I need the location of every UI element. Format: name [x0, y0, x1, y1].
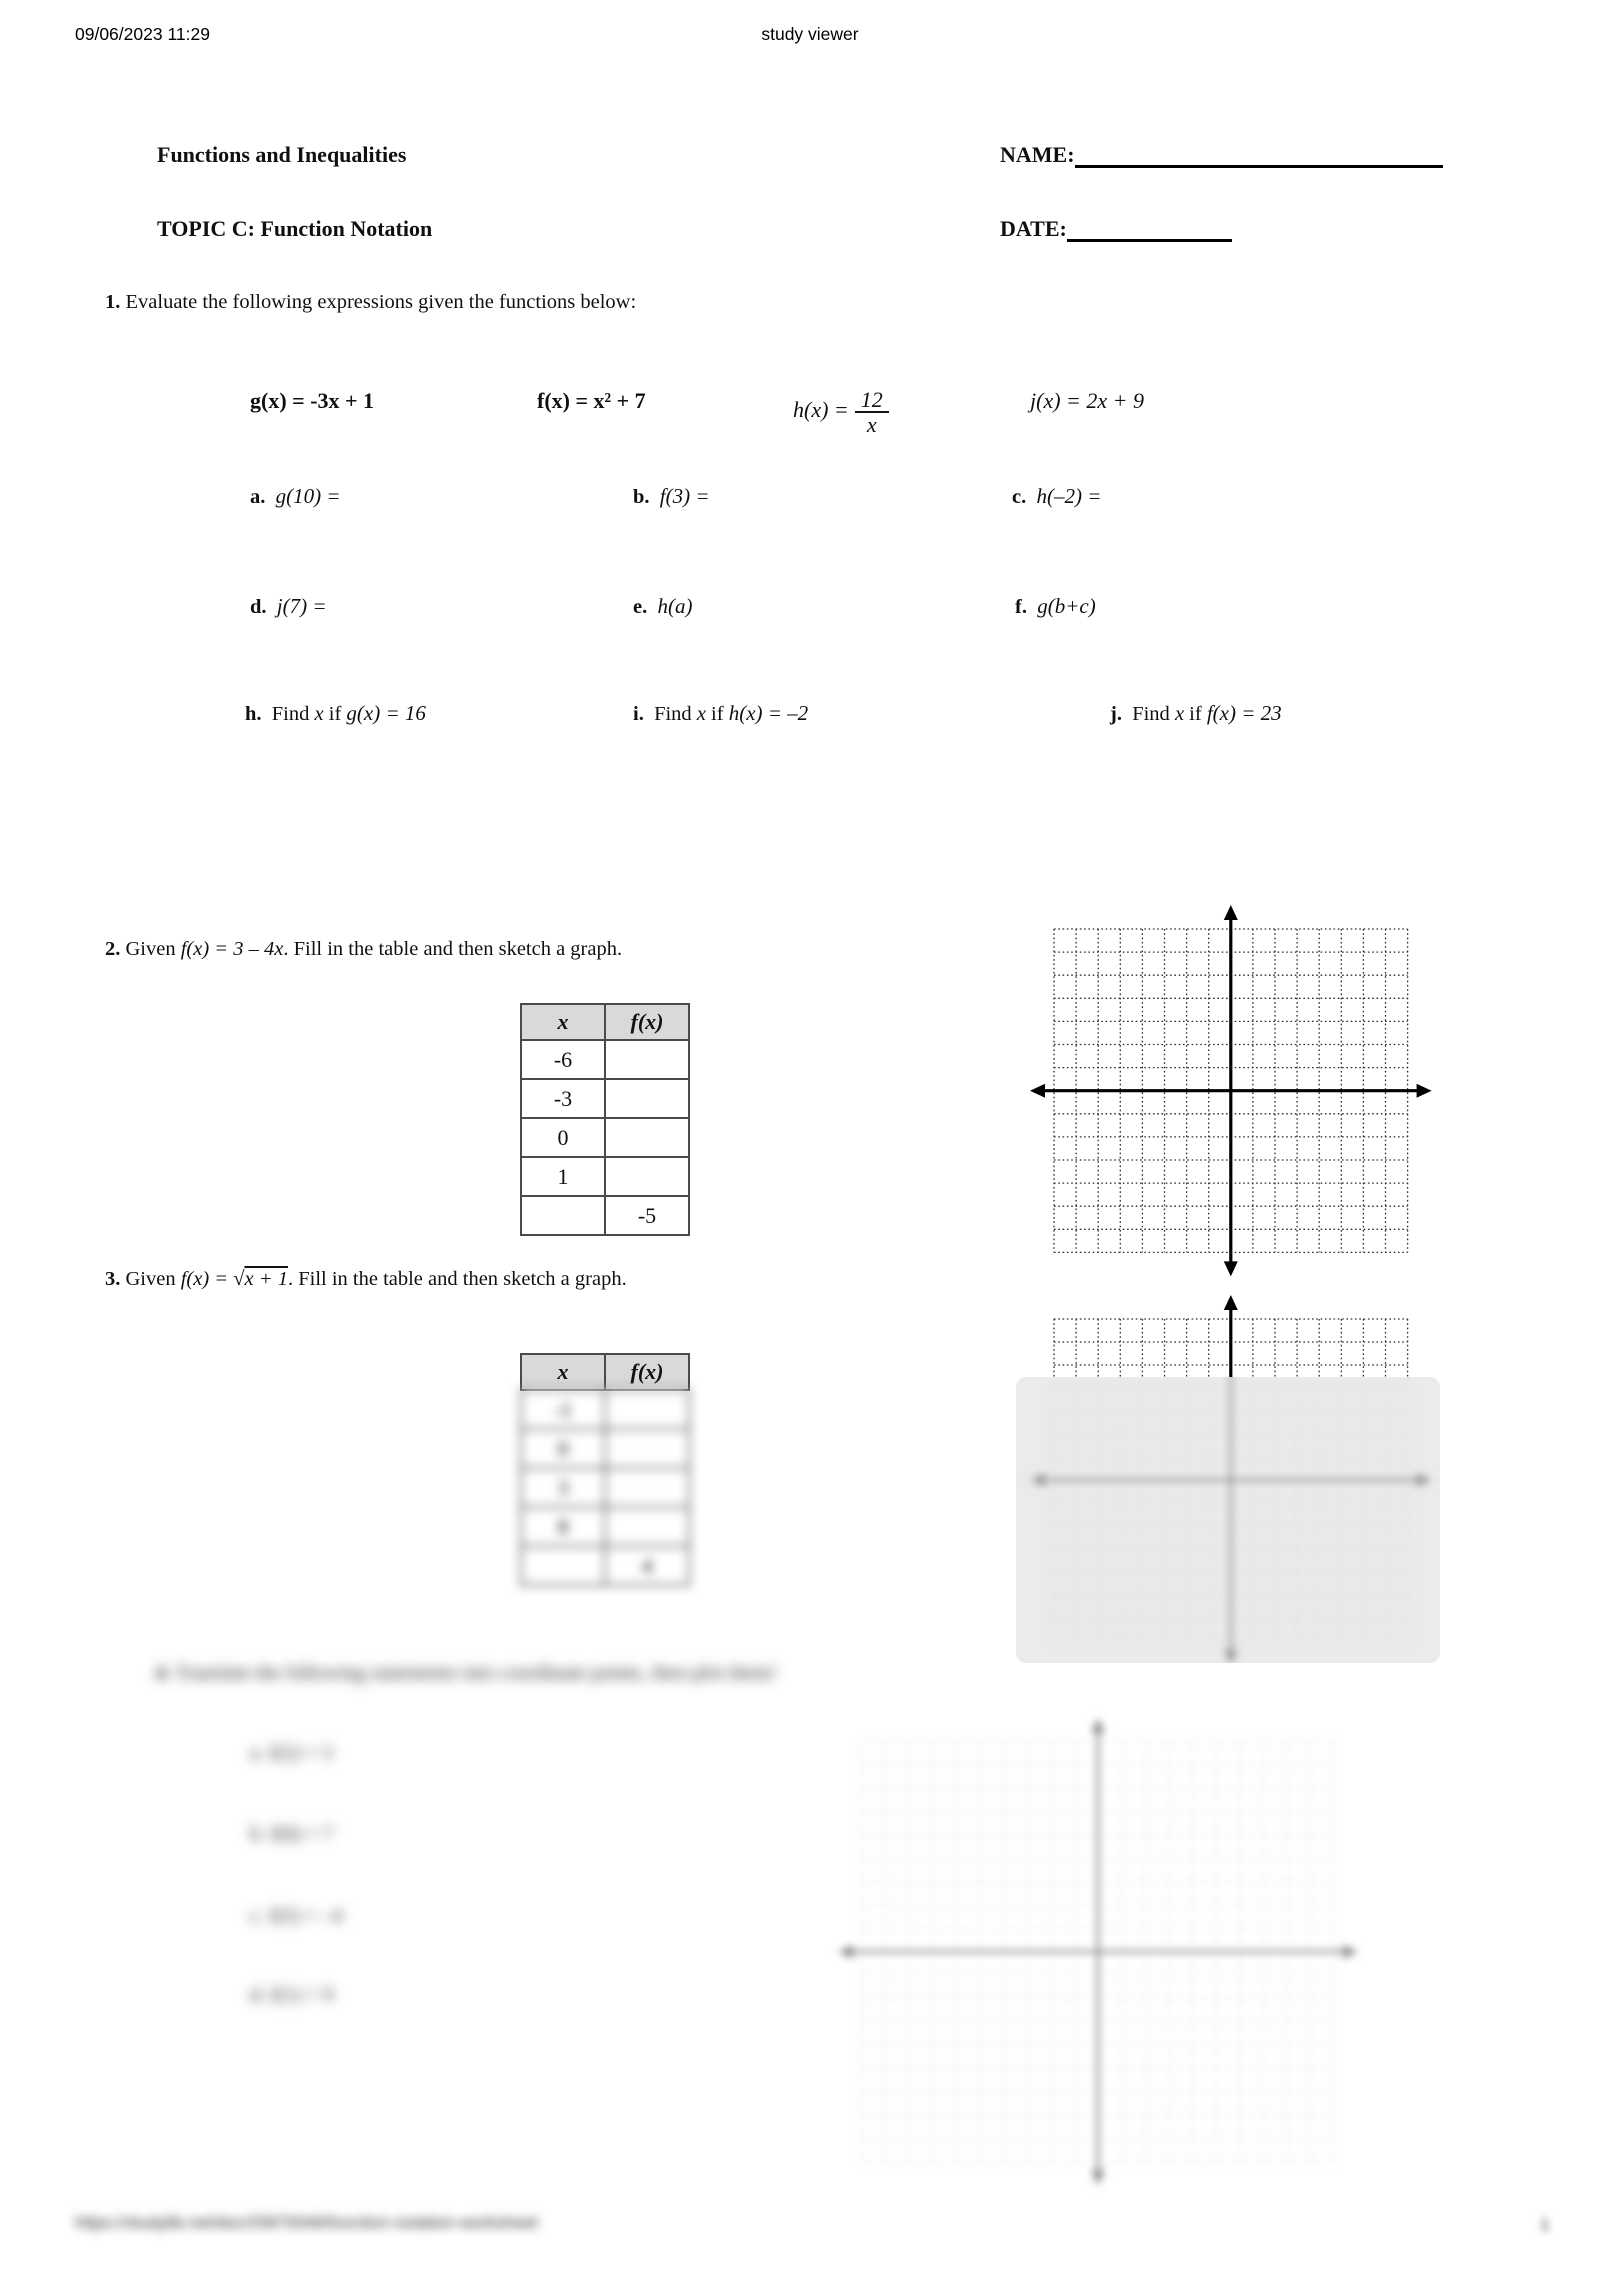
table-cell	[605, 1157, 689, 1196]
table-row	[521, 1468, 689, 1507]
q4-item-b-blurred: b. f(0) = 7	[250, 1823, 334, 1845]
q3-number: 3.	[105, 1268, 121, 1290]
table-cell: 4	[605, 1546, 689, 1585]
q4-item-a-blurred: a. f(2) = 3	[250, 1742, 333, 1764]
part-var: x	[1174, 703, 1185, 725]
q4-coordinate-grid-blurred	[836, 1716, 1360, 2192]
q4-item-c-blurred: c. f(5) = –4	[250, 1905, 343, 1927]
q3-values-table-header	[520, 1353, 690, 1391]
part-expression: h(x) = –2	[728, 701, 809, 725]
part-expression: f(3) =	[659, 484, 710, 508]
date-blank-line	[1067, 219, 1232, 242]
footer-url-blurred: https://studylib.net/doc/25879346/function-notation-worksheet	[75, 2213, 539, 2232]
part-label: d.	[250, 596, 267, 618]
q1-number: 1.	[105, 291, 121, 313]
radicand: x + 1	[244, 1268, 288, 1290]
part-label: a.	[250, 486, 266, 508]
part-var: x	[314, 703, 324, 725]
table-row	[521, 1040, 689, 1079]
table-row	[521, 1118, 689, 1157]
part-mid: if	[705, 703, 729, 725]
fraction-numerator: 12	[860, 387, 883, 412]
table-cell: -3	[521, 1079, 605, 1118]
part-pre: Find	[1132, 703, 1175, 725]
table-cell: 3	[521, 1468, 605, 1507]
table-cell	[605, 1507, 689, 1546]
part-mid: if	[1184, 703, 1207, 725]
q1-part-d	[250, 594, 327, 619]
table-cell: -1	[521, 1390, 605, 1429]
date-label	[1000, 216, 1232, 242]
q1-part-c	[1012, 484, 1101, 509]
table-row	[521, 1546, 689, 1585]
table-cell	[605, 1429, 689, 1468]
worksheet-title: Functions and Inequalities	[157, 142, 407, 167]
date-label-text: DATE:	[1000, 216, 1067, 241]
q1-function-g: g(x) = -3x + 1	[250, 388, 375, 413]
table-cell: 1	[521, 1157, 605, 1196]
name-blank-line	[1075, 145, 1443, 168]
table-row	[521, 1429, 689, 1468]
part-var: x	[696, 703, 706, 725]
table-cell	[605, 1079, 689, 1118]
q4-number: 4.	[155, 1662, 171, 1684]
q1-function-h	[793, 388, 889, 436]
table-row	[521, 1390, 689, 1429]
part-label: f.	[1015, 596, 1027, 618]
q3-function-expr	[181, 1268, 288, 1290]
table-header-cell: x	[521, 1354, 605, 1390]
table-cell	[521, 1546, 605, 1585]
table-row	[521, 1079, 689, 1118]
q4-heading-blurred	[155, 1662, 777, 1685]
part-expression: h(a)	[657, 594, 693, 618]
part-expression: h(–2) =	[1036, 484, 1102, 508]
q3-expr-prefix: f(x) =	[180, 1268, 234, 1290]
q1-part-b	[633, 484, 710, 509]
q3-pre-text: Given	[125, 1268, 181, 1290]
part-label: i.	[633, 703, 644, 725]
table-cell	[605, 1468, 689, 1507]
q1-prompt: Evaluate the following expressions given the functions below:	[125, 291, 637, 313]
q3-values-table-body-blurred	[520, 1389, 690, 1586]
q3-post-text: . Fill in the table and then sketch a graph.	[287, 1268, 627, 1290]
q2-coordinate-grid	[1028, 903, 1434, 1283]
q1-part-i	[633, 701, 808, 726]
table-cell	[605, 1040, 689, 1079]
part-expression: g(10) =	[275, 484, 341, 508]
part-label: j.	[1110, 703, 1122, 725]
part-expression: j(7) =	[276, 594, 327, 618]
part-label: c.	[1012, 486, 1027, 508]
part-label: e.	[633, 596, 648, 618]
q2-post-text: . Fill in the table and then sketch a graph.	[283, 938, 623, 960]
part-expression: g(b+c)	[1037, 594, 1096, 618]
q2-heading	[105, 938, 622, 961]
q2-pre-text: Given	[125, 938, 181, 960]
q1-part-j	[1110, 701, 1282, 726]
name-label	[1000, 142, 1443, 168]
table-row	[521, 1157, 689, 1196]
fraction-denominator: x	[855, 411, 889, 436]
part-pre: Find	[654, 703, 697, 725]
table-cell: 0	[521, 1429, 605, 1468]
table-row	[521, 1196, 689, 1235]
table-cell	[521, 1196, 605, 1235]
q3-heading	[105, 1268, 627, 1291]
worksheet-topic: TOPIC C: Function Notation	[157, 216, 433, 241]
app-title: study viewer	[761, 24, 859, 44]
q1-function-h-prefix: h(x) =	[793, 397, 849, 423]
q1-part-h	[245, 701, 426, 726]
q2-function-expr: f(x) = 3 – 4x	[180, 938, 284, 960]
table-cell: 0	[521, 1118, 605, 1157]
table-cell	[605, 1118, 689, 1157]
q1-part-e	[633, 594, 692, 619]
table-cell: -5	[605, 1196, 689, 1235]
part-label: h.	[245, 703, 262, 725]
q3-coordinate-grid-blurred	[1028, 1377, 1434, 1663]
part-mid: if	[323, 703, 347, 725]
table-header-cell: f(x)	[605, 1004, 689, 1040]
name-label-text: NAME:	[1000, 142, 1075, 167]
part-pre: Find	[271, 703, 315, 725]
q1-function-j: j(x) = 2x + 9	[1030, 388, 1144, 413]
table-header-cell: f(x)	[605, 1354, 689, 1390]
table-header-cell: x	[521, 1004, 605, 1040]
print-datetime: 09/06/2023 11:29	[75, 24, 210, 44]
q1-part-f	[1015, 594, 1096, 619]
q1-function-h-fraction	[855, 388, 889, 436]
q4-prompt-blurred: Translate the following statements into coordinate points, then plot them!	[175, 1662, 777, 1684]
table-cell	[605, 1390, 689, 1429]
q3-grid-blurred-area	[1016, 1377, 1440, 1663]
part-expression: g(x) = 16	[346, 701, 426, 725]
q1-function-f: f(x) = x² + 7	[537, 388, 646, 413]
q2-number: 2.	[105, 938, 121, 960]
q4-item-d-blurred: d. f(1) = 9	[250, 1984, 334, 2006]
radical-sign: √	[233, 1268, 245, 1290]
footer-page-number-blurred: 1	[1540, 2215, 1550, 2234]
table-cell: 8	[521, 1507, 605, 1546]
table-cell: -6	[521, 1040, 605, 1079]
q2-values-table	[520, 1003, 690, 1236]
part-label: b.	[633, 486, 650, 508]
q1-heading	[105, 291, 636, 314]
table-row	[521, 1507, 689, 1546]
part-expression: f(x) = 23	[1206, 701, 1282, 725]
q1-part-a	[250, 484, 341, 509]
